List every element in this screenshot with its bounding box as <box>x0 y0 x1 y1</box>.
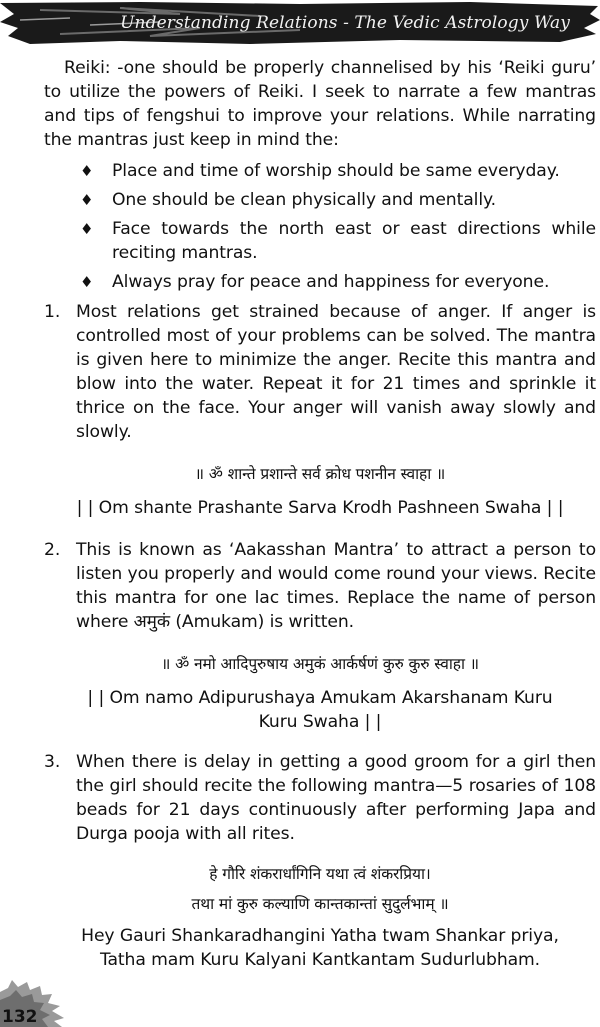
diamond-bullet-icon: ♦ <box>80 162 94 180</box>
item-text: This is known as ‘Aakasshan Mantra’ to attract a person to listen you properly and would come round your views. Recite this mantra for one lac times. Replace the name of person where अमुकं (Amukam) is written. <box>76 540 596 632</box>
sanskrit-mantra-line-2: तथा मां कुरु कल्याणि कान्तकान्तां सुदुर्लभाम् ॥ <box>191 895 449 913</box>
transliteration-line-1: Hey Gauri Shankaradhangini Yatha twam Shankar priya, <box>81 926 559 946</box>
diamond-bullet-icon: ♦ <box>80 220 94 238</box>
page-body <box>44 56 596 972</box>
item-number: 2. <box>44 540 61 560</box>
page-number-area <box>0 978 70 1027</box>
list-item <box>44 270 596 294</box>
numbered-item-1 <box>44 300 596 444</box>
item-number: 1. <box>44 302 61 322</box>
page-number: 132 <box>2 1007 38 1027</box>
transliteration-line-1: | | Om namo Adipurushaya Amukam Akarshanam Kuru <box>87 688 553 708</box>
list-item <box>44 217 596 265</box>
bullet-text: Face towards the north east or east directions while reciting mantras. <box>112 219 596 263</box>
bullet-text: Always pray for peace and happiness for everyone. <box>112 272 550 292</box>
item-text: Most relations get strained because of anger. If anger is controlled most of your problems can be solved. The mantra is given here to minimize the anger. Recite this mantra and blow into the water. Repeat it for 21 times and sprinkle it thrice on the face. Your anger will vanish away slowly and slowly. <box>76 302 596 442</box>
transliteration-line-2: Kuru Swaha | | <box>258 712 382 732</box>
bullet-text: One should be clean physically and mentally. <box>112 190 496 210</box>
diamond-bullet-icon: ♦ <box>80 191 94 209</box>
numbered-item-3 <box>44 750 596 846</box>
running-header <box>0 0 600 46</box>
sanskrit-mantra-line-1: हे गौरि शंकरार्धांगिनि यथा त्वं शंकरप्रिया। <box>209 865 431 883</box>
bullet-text: Place and time of worship should be same everyday. <box>112 161 560 181</box>
intro-paragraph: Reiki: -one should be properly channelised by his ‘Reiki guru’ to utilize the powers of Reiki. I seek to narrate a few mantras and tips of fengshui to improve your relations. While narrating the mantras just keep in mind the: <box>44 58 596 150</box>
bullet-list <box>44 159 596 294</box>
numbered-item-2 <box>44 538 596 634</box>
list-item <box>44 188 596 212</box>
item-number: 3. <box>44 752 61 772</box>
diamond-bullet-icon: ♦ <box>80 273 94 291</box>
sanskrit-mantra: ॥ ॐ नमो आदिपुरुषाय अमुकं आर्कर्षणं कुरु कुरु स्वाहा ॥ <box>161 655 479 673</box>
transliteration: | | Om shante Prashante Sarva Krodh Pashneen Swaha | | <box>76 498 564 518</box>
list-item <box>44 159 596 183</box>
header-title: Understanding Relations - The Vedic Astrology Way <box>120 13 570 33</box>
item-text: When there is delay in getting a good groom for a girl then the girl should recite the following mantra—5 rosaries of 108 beads for 21 days continuously after performing Japa and Durga pooja with all rites. <box>76 752 596 844</box>
sanskrit-mantra: ॥ ॐ शान्ते प्रशान्ते सर्व क्रोध पशनीन स्वाहा ॥ <box>194 465 446 483</box>
transliteration-line-2: Tatha mam Kuru Kalyani Kantkantam Sudurlubham. <box>99 950 541 970</box>
